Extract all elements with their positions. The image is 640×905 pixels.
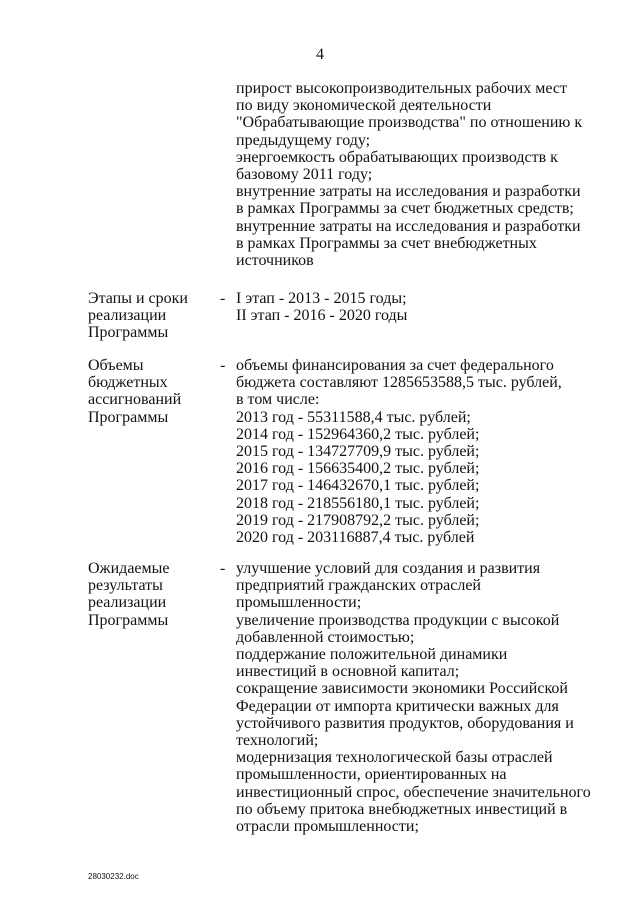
text-line: базовому 2011 году; (236, 166, 373, 184)
text-line: источников (236, 252, 314, 270)
section-dash: - (220, 290, 226, 307)
label-line: бюджетных (88, 374, 168, 392)
label-line: реализации (88, 307, 167, 325)
text-line: II этап - 2016 - 2020 годы (236, 307, 408, 325)
text-line: промышленности; (236, 594, 362, 612)
text-line: энергоемкость обрабатывающих производств к (236, 148, 558, 166)
text-line: модернизация технологической базы отраслей (236, 749, 553, 767)
text-line: 2014 год - 152964360,2 тыс. рублей; (236, 425, 480, 443)
label-line: Ожидаемые (88, 560, 170, 577)
label-line: ассигнований (88, 391, 182, 409)
page-number: 4 (316, 46, 324, 63)
text-line: поддержание положительной динамики (236, 646, 508, 664)
text-line: устойчивого развития продуктов, оборудования и (236, 714, 574, 732)
text-line: предыдущему году; (236, 131, 371, 149)
label-line: Программы (88, 611, 169, 629)
label-line: Этапы и сроки (88, 290, 188, 307)
section-content (236, 560, 591, 835)
text-line: по виду экономической деятельности (236, 97, 492, 115)
text-line: "Обрабатывающие производства" по отношению к (236, 114, 583, 132)
text-line: 2015 год - 134727709,9 тыс. рублей; (236, 443, 480, 461)
text-line: в рамках Программы за счет внебюджетных (236, 234, 537, 252)
text-line: бюджета составляют 1285653588,5 тыс. рублей, (236, 374, 562, 392)
text-line: Федерации от импорта критически важных для (236, 697, 559, 715)
section-dash: - (220, 560, 226, 577)
section-dash: - (220, 357, 226, 374)
text-line: промышленности, ориентированных на (236, 766, 507, 784)
indicators-continuation (236, 80, 582, 269)
text-line: 2016 год - 156635400,2 тыс. рублей; (236, 460, 480, 478)
text-line: технологий; (236, 732, 319, 750)
text-line: 2019 год - 217908792,2 тыс. рублей; (236, 511, 480, 529)
label-line: реализации (88, 594, 167, 612)
text-line: инвестиционный спрос, обеспечение значительного (236, 783, 591, 801)
text-line: 2013 год - 55311588,4 тыс. рублей; (236, 408, 471, 426)
text-line: внутренние затраты на исследования и разработки (236, 217, 581, 235)
section-label (88, 290, 188, 342)
section-content (236, 357, 562, 546)
footer-filename: 28030232.doc (88, 872, 139, 881)
section-content (236, 290, 407, 324)
text-line: 2018 год - 218556180,1 тыс. рублей; (236, 494, 480, 512)
text-line: сокращение зависимости экономики Российской (236, 680, 568, 698)
section-label (88, 357, 181, 426)
text-line: внутренние затраты на исследования и разработки (236, 183, 581, 201)
label-line: Программы (88, 408, 169, 426)
text-line: 2020 год - 203116887,4 тыс. рублей (236, 529, 475, 547)
text-line: по объему притока внебюджетных инвестиций в (236, 800, 568, 818)
text-line: инвестиций в основной капитал; (236, 663, 460, 681)
text-line: отрасли промышленности; (236, 818, 419, 836)
text-line: в том числе: (236, 391, 320, 409)
label-line: результаты (88, 577, 163, 595)
text-line: увеличение производства продукции с высокой (236, 611, 560, 629)
text-line: в рамках Программы за счет бюджетных средств; (236, 200, 574, 218)
section-label (88, 560, 170, 629)
text-line: улучшение условий для создания и развития (236, 560, 541, 577)
label-line: Программы (88, 324, 169, 342)
text-line: предприятий гражданских отраслей (236, 577, 481, 595)
label-line: Объемы (88, 357, 144, 374)
text-line: I этап - 2013 - 2015 годы; (236, 290, 407, 307)
text-line: 2017 год - 146432670,1 тыс. рублей; (236, 477, 480, 495)
text-line: объемы финансирования за счет федерального (236, 357, 554, 374)
text-line: добавленной стоимостью; (236, 628, 415, 646)
text-line: прирост высокопроизводительных рабочих мест (236, 80, 567, 97)
